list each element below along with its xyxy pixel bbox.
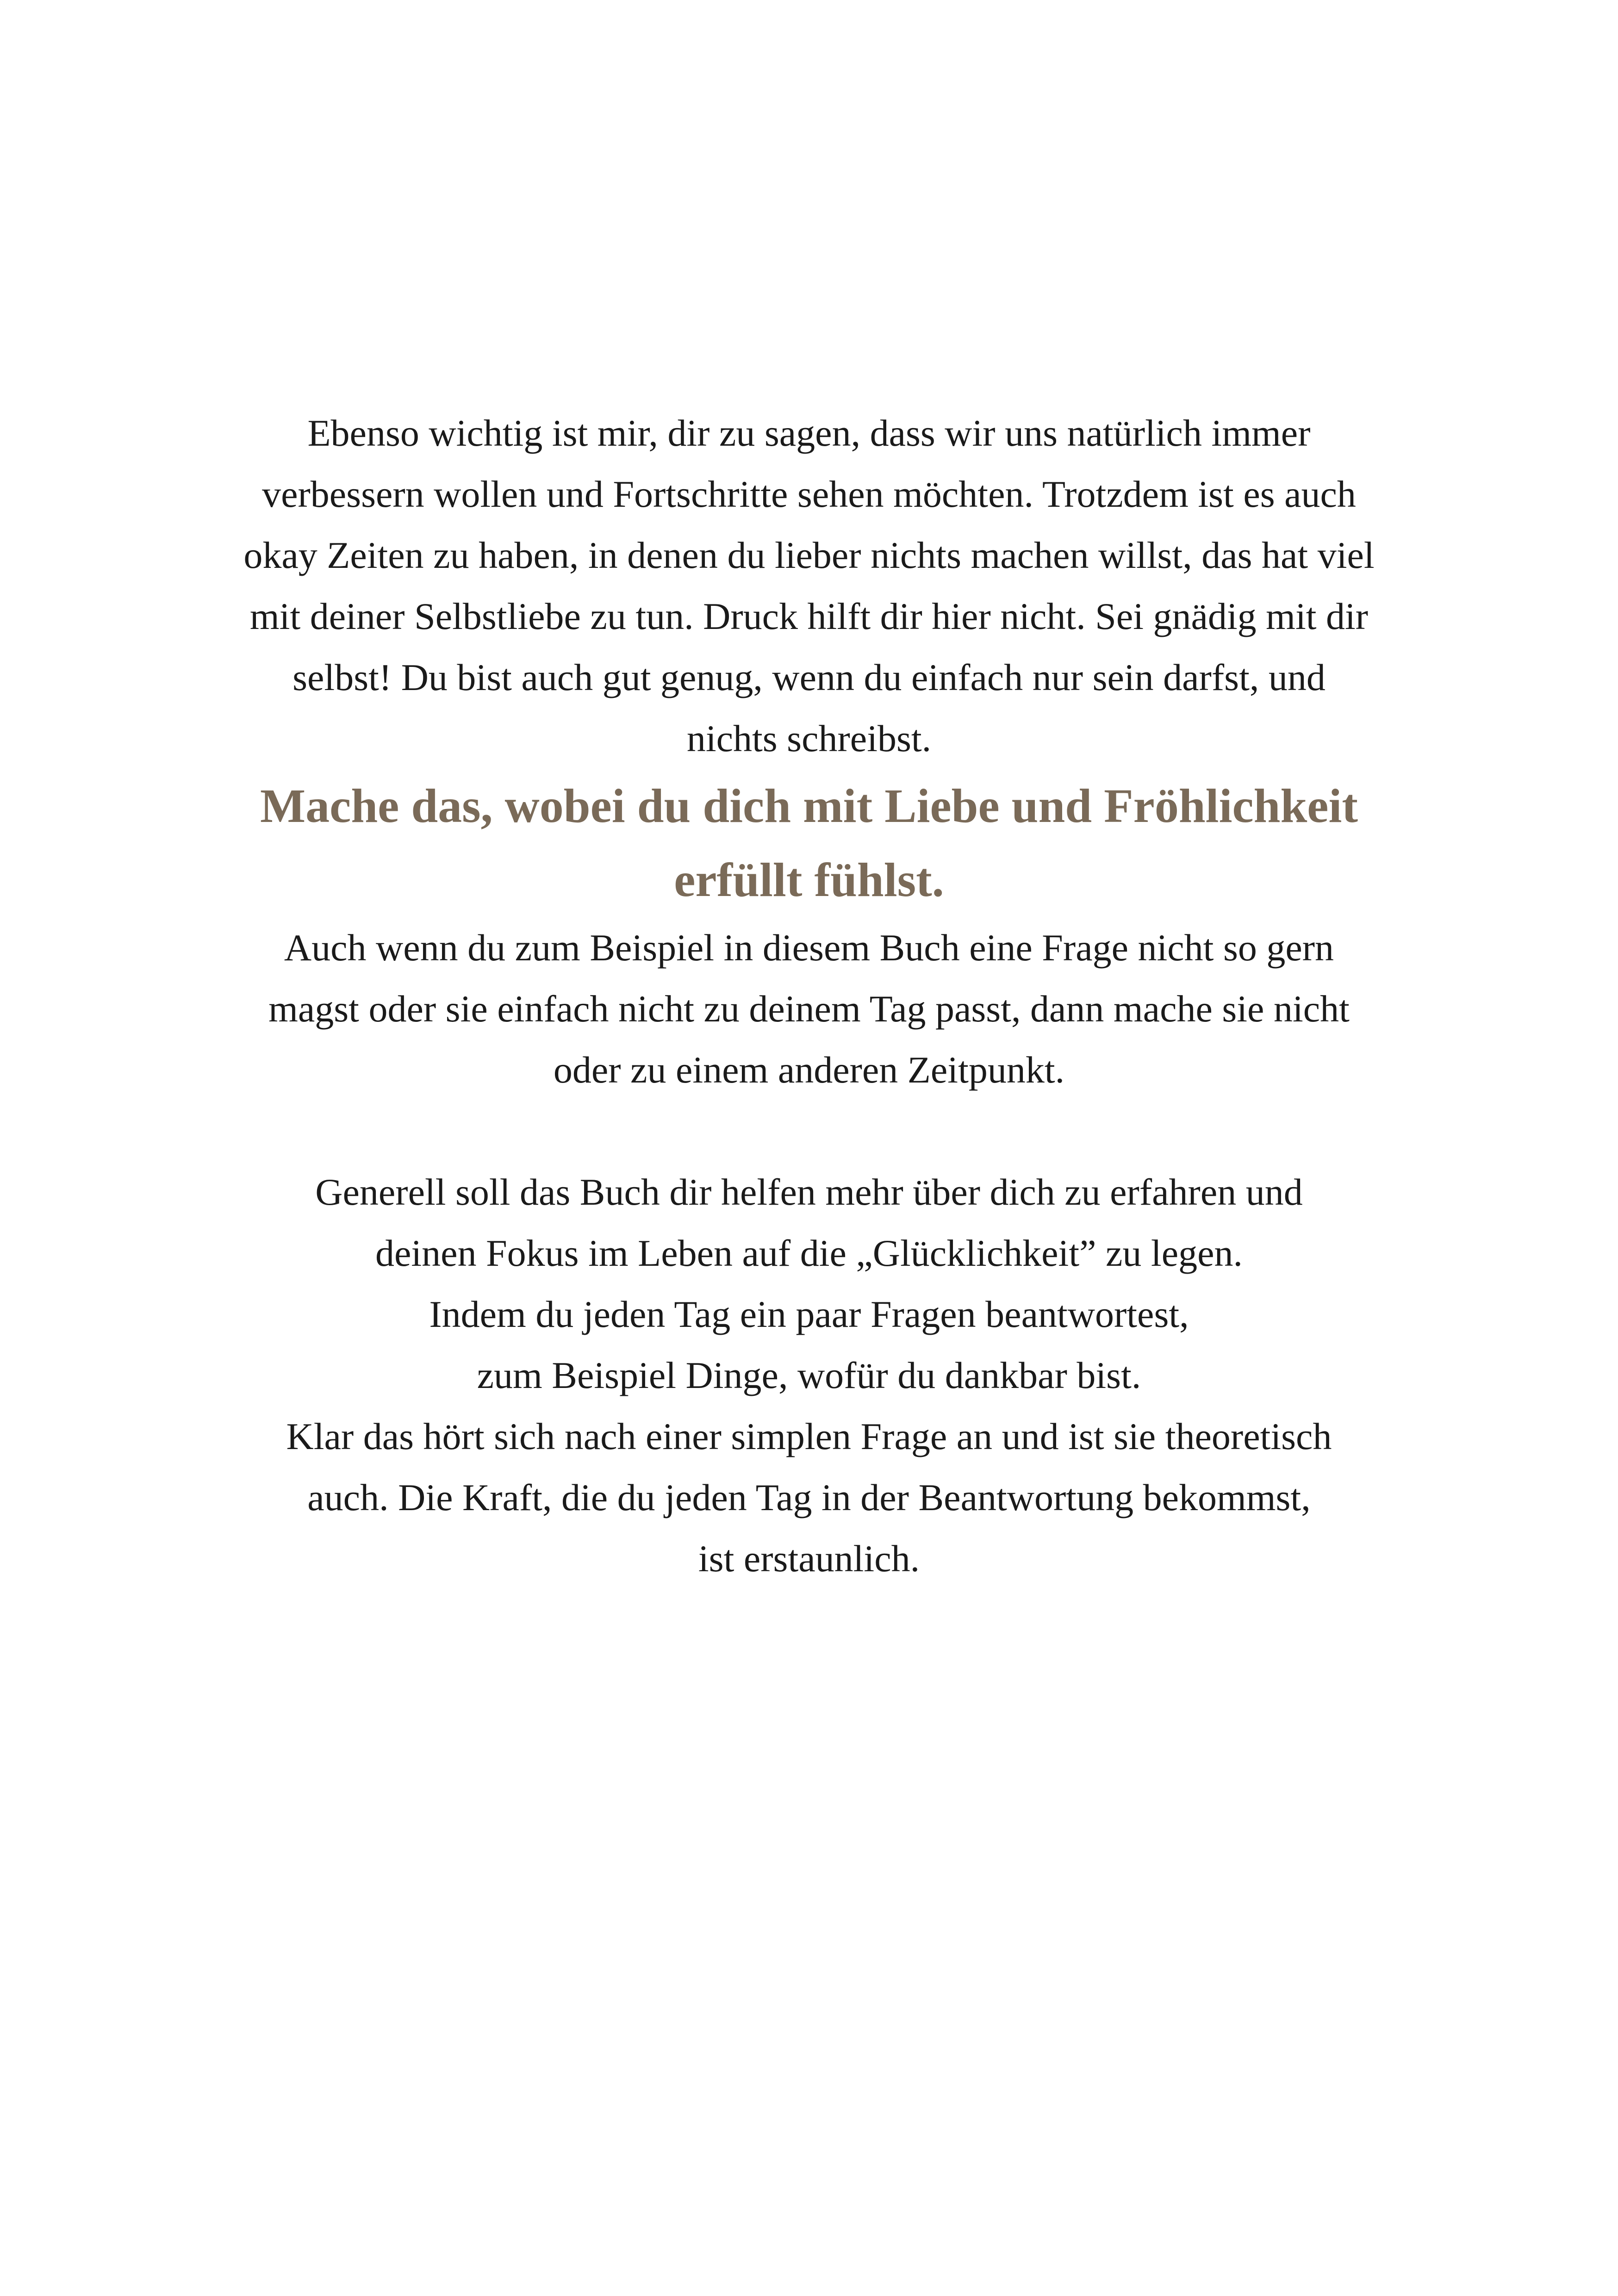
- text-line: auch. Die Kraft, die du jeden Tag in der Beantwortung bekommst,: [307, 1476, 1311, 1518]
- text-line: mit deiner Selbstliebe zu tun. Druck hilft dir hier nicht. Sei gnädig mit dir: [249, 595, 1369, 637]
- text-line: Generell soll das Buch dir helfen mehr über dich zu erfahren und: [315, 1171, 1303, 1213]
- text-line: Auch wenn du zum Beispiel in diesem Buch eine Frage nicht so gern: [284, 927, 1334, 969]
- heading-line: Mache das, wobei du dich mit Liebe und Fröhlichkeit: [260, 779, 1358, 833]
- page-content: [93, 403, 1525, 1589]
- text-line: ist erstaunlich.: [698, 1537, 920, 1580]
- text-line: Ebenso wichtig ist mir, dir zu sagen, dass wir uns natürlich immer: [307, 412, 1311, 454]
- text-line: Indem du jeden Tag ein paar Fragen beantwortest,: [429, 1293, 1189, 1335]
- heading-line: erfüllt fühlst.: [674, 853, 944, 907]
- text-line: selbst! Du bist auch gut genug, wenn du einfach nur sein darfst, und: [292, 656, 1326, 698]
- text-line: magst oder sie einfach nicht zu deinem Tag passt, dann mache sie nicht: [268, 988, 1350, 1030]
- text-line: nichts schreibst.: [686, 717, 932, 759]
- text-line: Klar das hört sich nach einer simplen Frage an und ist sie theoretisch: [286, 1415, 1332, 1457]
- question-paragraph: [93, 917, 1525, 1101]
- highlight-heading: [93, 769, 1525, 917]
- text-line: zum Beispiel Dinge, wofür du dankbar bist.: [477, 1354, 1141, 1396]
- text-line: okay Zeiten zu haben, in denen du lieber nichts machen willst, das hat viel: [243, 534, 1375, 576]
- text-line: oder zu einem anderen Zeitpunkt.: [553, 1049, 1065, 1091]
- text-line: verbessern wollen und Fortschritte sehen möchten. Trotzdem ist es auch: [262, 473, 1356, 515]
- purpose-paragraph: [93, 1162, 1525, 1589]
- intro-paragraph: [93, 403, 1525, 769]
- paragraph-spacer: [93, 1101, 1525, 1162]
- text-line: deinen Fokus im Leben auf die „Glücklichkeit” zu legen.: [375, 1232, 1243, 1274]
